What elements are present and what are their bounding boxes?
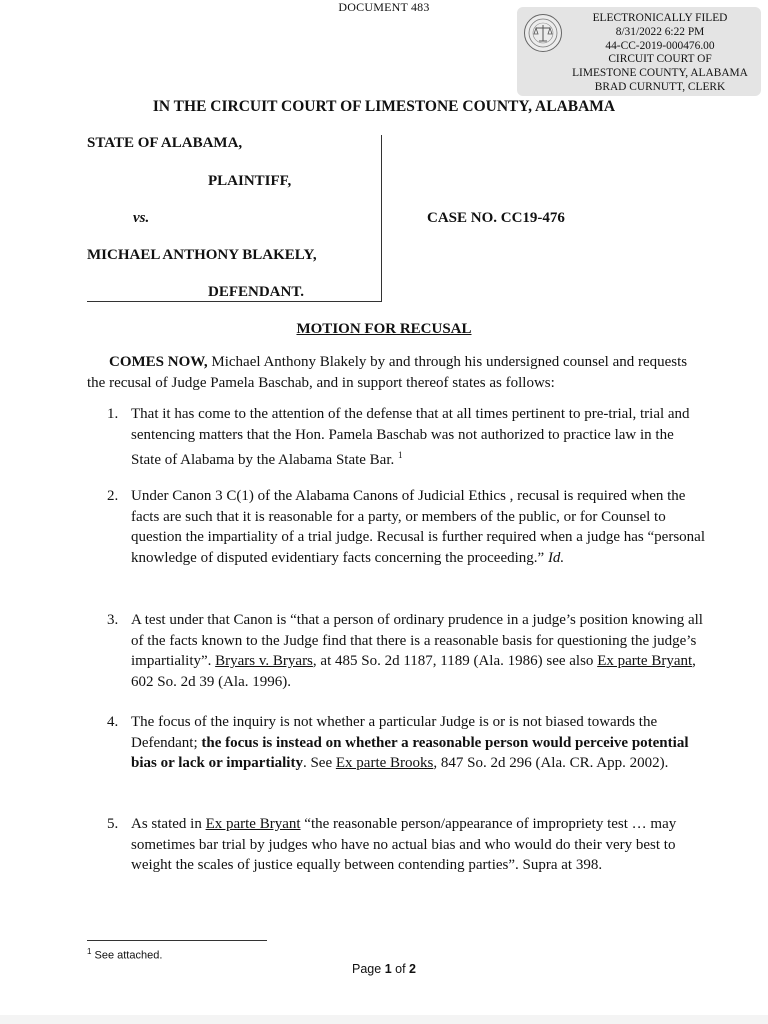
stamp-line: CIRCUIT COURT OF <box>608 53 712 66</box>
stamp-line: LIMESTONE COUNTY, ALABAMA <box>572 67 748 80</box>
page-edge <box>0 1015 768 1024</box>
stamp-line: ELECTRONICALLY FILED <box>592 12 728 24</box>
item-text: , at 485 So. 2d 1187, 1189 (Ala. 1986) see also <box>312 653 598 669</box>
item-number: 5. <box>107 816 119 832</box>
item-text: . See <box>302 755 336 771</box>
list-item <box>107 486 707 568</box>
case-citation: Ex parte Brooks <box>335 755 434 771</box>
item-text: A test under that Canon is “that a person of ordinary prudence in a judge’s position knowing all of the facts known to the Judge find that there is a reasonable basis for questioning the judge’s impartiality”. <box>131 612 703 669</box>
list-item <box>107 610 707 692</box>
case-citation: Bryars v. Bryars <box>215 653 313 669</box>
footnote-ref[interactable]: 1 <box>398 450 403 460</box>
stamp-line: 8/31/2022 6:22 PM <box>615 25 705 38</box>
intro-lead: COMES NOW, <box>109 354 208 370</box>
case-citation: Ex parte Bryant <box>597 653 693 669</box>
item-number: 1. <box>107 406 119 422</box>
list-item <box>107 712 707 774</box>
stamp-line: BRAD CURNUTT, CLERK <box>594 80 726 93</box>
caption-rule <box>87 301 382 302</box>
stamp-line: 44-CC-2019-000476.00 <box>605 39 715 52</box>
defendant-role: DEFENDANT. <box>208 284 304 300</box>
item-text: Under Canon 3 C(1) of the Alabama Canons of Judicial Ethics , recusal is required when the facts are such that it is reasonable for a party, or members of the public, or for Counsel to question the impartiality of a trial judge. Recusal is further required when a judge has “personal knowledge of disputed evidentiary facts concerning the proceeding.” <box>131 488 705 566</box>
intro-text: Michael Anthony Blakely by and through his undersigned counsel and requests the recusal of Judge Pamela Baschab, and in support thereof states as follows: <box>87 354 688 391</box>
plaintiff-role: PLAINTIFF, <box>208 173 292 189</box>
caption-divider <box>381 135 382 302</box>
court-seal-icon <box>523 13 563 53</box>
list-item <box>107 814 707 876</box>
page-label: Page <box>352 962 385 976</box>
item-text: “the reasonable person/appearance of impropriety test … may sometimes bar trial by judges who have no actual bias and who would do their very best to weight the scales of justice equally between contending parties”. Supra at 398. <box>131 816 677 873</box>
document-number: DOCUMENT 483 <box>338 0 430 14</box>
item-number: 2. <box>107 488 119 504</box>
intro-paragraph <box>87 352 699 393</box>
case-number: CASE NO. CC19-476 <box>427 210 565 226</box>
total-pages: 2 <box>409 962 416 976</box>
item-text: , 847 So. 2d 296 (Ala. CR. App. 2002). <box>433 755 669 771</box>
bold-text: the focus is instead on whether a reasonable person would perceive potential bias or lack or impartiality <box>131 734 689 771</box>
item-text: The focus of the inquiry is not whether a particular Judge is or is not biased towards the Defendant; <box>131 714 658 751</box>
case-citation: Ex parte Bryant <box>205 816 301 832</box>
defendant-name: MICHAEL ANTHONY BLAKELY, <box>87 247 317 263</box>
item-number: 3. <box>107 612 119 628</box>
versus-label: vs. <box>133 210 150 226</box>
item-text: As stated in <box>131 816 206 832</box>
court-title: IN THE CIRCUIT COURT OF LIMESTONE COUNTY, ALABAMA <box>152 98 616 115</box>
footnote-text: See attached. <box>91 949 163 962</box>
page-footer <box>0 962 768 976</box>
item-number: 4. <box>107 714 119 730</box>
footnote <box>87 947 162 962</box>
motion-title: MOTION FOR RECUSAL <box>296 321 472 337</box>
plaintiff-name: STATE OF ALABAMA, <box>87 135 243 151</box>
current-page: 1 <box>384 962 392 976</box>
footnote-number: 1 <box>87 947 92 956</box>
citation: Id. <box>547 549 565 566</box>
item-text: , 602 So. 2d 39 (Ala. 1996). <box>131 653 696 690</box>
item-text: That it has come to the attention of the defense that at all times pertinent to pre-trial, trial and sentencing matters that the Hon. Pamela Baschab was not authorized to practice law in the State of Alabama by the Alabama State Bar. <box>131 406 690 468</box>
list-item <box>107 404 707 471</box>
page-of: of <box>391 962 410 976</box>
footnote-rule <box>87 940 267 941</box>
